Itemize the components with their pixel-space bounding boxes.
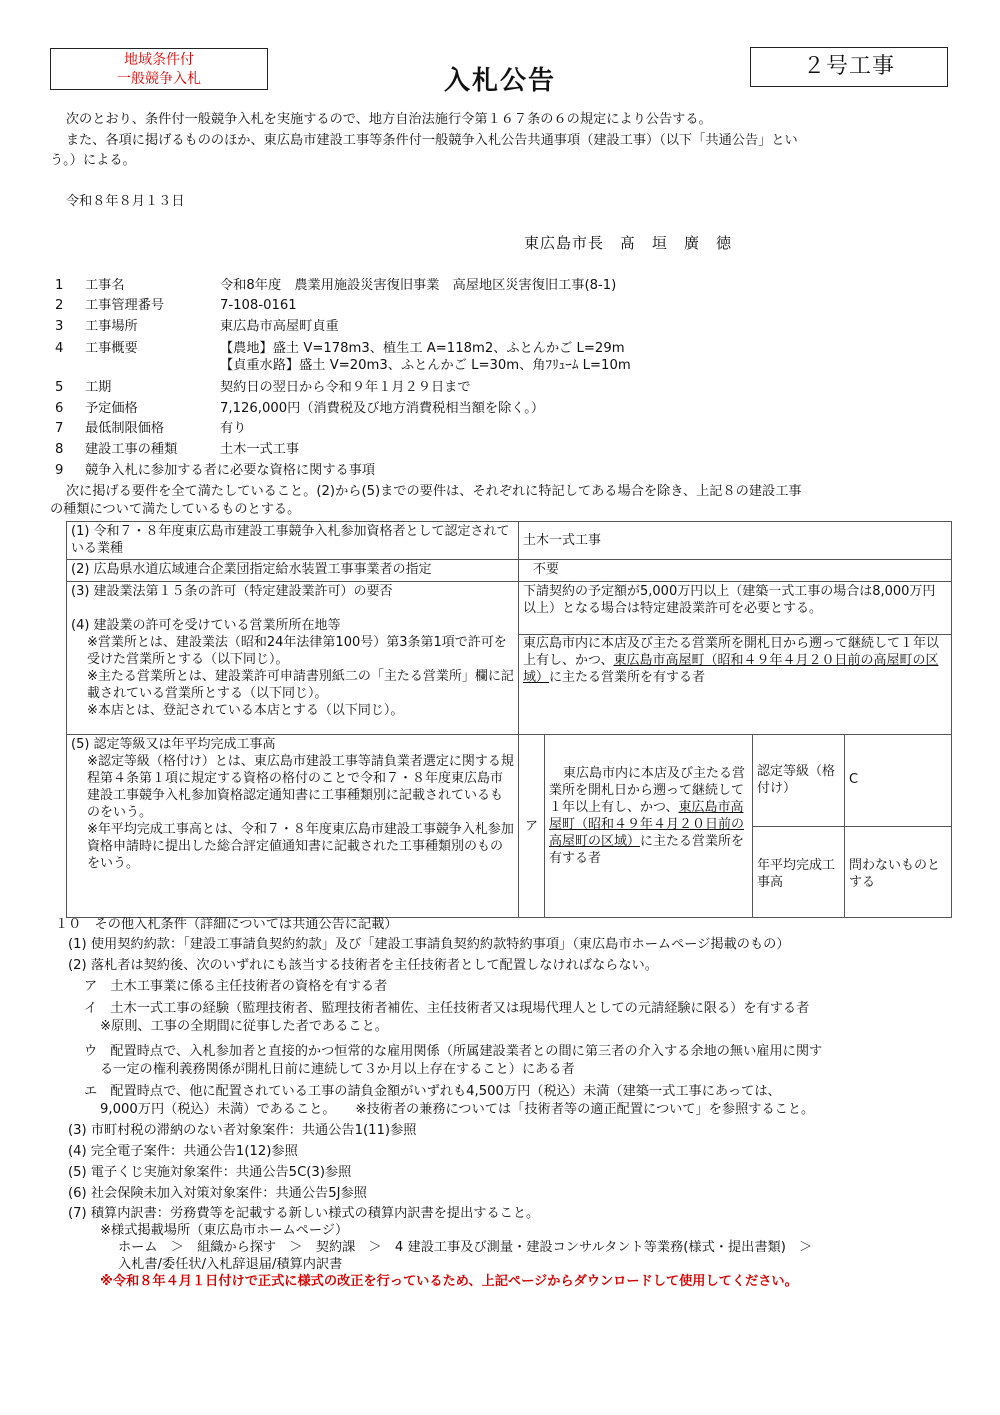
req5-grade-value: C (845, 735, 952, 827)
page-title: 入札公告 (443, 66, 556, 96)
sec10-p6: (6) 社会保険未加入対策対象案件：共通公告5J参照 (68, 1186, 367, 1201)
sec10-e1: エ 配置時点で、他に配置されている工事の請負金額がいずれも4,500万円（税込）未満（建築一式工事にあっては、 (84, 1084, 781, 1099)
item-7: 7 最低制限価格 有り (55, 421, 247, 436)
work-number-box: ２号工事 (750, 47, 948, 87)
sec10-p2: (2) 落札者は契約後、次のいずれにも該当する技術者を主任技術者として配置しなければならない。 (68, 958, 658, 973)
req-row-5a (67, 735, 952, 827)
badge-line2: 一般競争入札 (117, 71, 201, 87)
item-4: 4 工事概要 【農地】盛土 V=178m3、植生工 A=118m2、ふとんかご L=29m (55, 341, 625, 356)
sec9-intro2: の種類について満たしているものとする。 (50, 502, 301, 517)
sec10-i1: イ 土木一式工事の経験（監理技術者、監理技術者補佐、主任技術者又は現場代理人としての元請経験に限る）を有する者 (84, 1001, 810, 1016)
item-9: 9 競争入札に参加する者に必要な資格に関する事項 (55, 463, 376, 478)
req-row-3-4 (67, 582, 952, 735)
sec10-p7: (7) 積算内訳書：労務費等を記載する新しい様式の積算内訳書を提出すること。 (68, 1206, 540, 1221)
requirements-table (66, 521, 952, 918)
sec10-p5: (5) 電子くじ実施対象案件：共通公告5C(3)参照 (68, 1165, 352, 1180)
req1-label: (1) 令和７・８年度東広島市建設工事競争入札参加資格者として認定されている業種 (67, 522, 519, 560)
badge-line1: 地域条件付 (124, 52, 194, 68)
notice-date: 令和８年８月１３日 (65, 194, 185, 209)
req-row-1 (67, 522, 952, 560)
sec10-u2: る一定の権利義務関係が開札日前に連続して３か月以上存在すること）にある者 (100, 1062, 575, 1077)
item-1: 1 工事名 令和8年度 農業用施設災害復旧事業 高屋地区災害復旧工事(8-1) (55, 278, 617, 293)
intro-line3: う。）による。 (50, 153, 136, 168)
sec10-heading: １０ その他入札条件（詳細については共通公告に記載） (55, 917, 398, 932)
req5-grade-label: 認定等級（格付け） (753, 735, 845, 827)
item-4-line2: 【貞重水路】盛土 V=20m3、ふとんかご L=30m、角ﾌﾘｭｰﾑ L=10m (220, 358, 631, 373)
sec10-p4: (4) 完全電子案件：共通公告1(12)参照 (68, 1144, 298, 1159)
item-6: 6 予定価格 7,126,000円（消費税及び地方消費税相当額を除く。） (55, 401, 545, 416)
sec10-p7-notice: ※令和８年４月１日付けで正式に様式の改正を行っているため、上記ページからダウンロードして使用してください。 (100, 1274, 798, 1289)
sec10-a: ア 土木工事業に係る主任技術者の資格を有する者 (84, 979, 388, 994)
req5-region: 東広島市内に本店及び主たる営業所を開札日から遡って継続して１年以上有し、かつ、東広島市高屋町（昭和４９年４月２０日前の高屋町の区域）に主たる営業所を有する者 (545, 735, 753, 918)
item-2: 2 工事管理番号 7-108-0161 (55, 298, 297, 313)
sec10-p3: (3) 市町村税の滞納のない者対象案件：共通公告1(11)参照 (68, 1123, 417, 1138)
sec10-p7-docs: 入札書/委任状/入札辞退届/積算内訳書 (118, 1257, 343, 1272)
req3-4-value: 下請契約の予定額が5,000万円以上（建築一式工事の場合は8,000万円以上）となる場合は特定建設業許可を必要とする。 東広島市内に本店及び主たる営業所を開札日から遡って継続して１年以上有し、かつ、東広島市高屋町（昭和４９年４月２０日前の高屋町の区域）に主たる営業所を有する者 (519, 582, 952, 735)
req1-value: 土木一式工事 (519, 522, 952, 560)
sec10-p7-location: ※様式掲載場所（東広島市ホームページ） (100, 1223, 349, 1238)
sec10-e2: 9,000万円（税込）未満）であること。 ※技術者の兼務については「技術者等の適正配置について」を参照すること。 (100, 1102, 815, 1117)
item-8: 8 建設工事の種類 土木一式工事 (55, 442, 300, 457)
req2-label: (2) 広島県水道広域連合企業団指定給水装置工事事業者の指定 (67, 560, 519, 582)
sec10-p1: (1) 使用契約約款：「建設工事請負契約約款」及び「建設工事請負契約約款特約事項」（東広島市ホームページ掲載のもの） (68, 937, 790, 952)
req5-avg-value: 問わないものとする (845, 826, 952, 918)
req5-label: (5) 認定等級又は年平均完成工事高 ※認定等級（格付け）とは、東広島市建設工事等請負業者選定に関する規程第４条第１項に規定する資格の格付のことで令和７・８年度東広島市建設工事競争入札参加資格認定通知書に工事種類別に記載されているものをいう。 ※年平均完成工事高とは、令和７・８年度東広島市建設工事競争入札参加資格申請時に提出した総合評定値通知書に記載された工事種類別のものをいう。 (67, 735, 519, 918)
sec9-intro1: 次に掲げる要件を全て満たしていること。(2)から(5)までの要件は、それぞれに特記してある場合を除き、上記８の建設工事 (65, 484, 802, 499)
req-row-2 (67, 560, 952, 582)
req2-value: 不要 (519, 560, 952, 582)
intro-line1: 次のとおり、条件付一般競争入札を実施するので、地方自治法施行令第１６７条の６の規定により公告する。 (65, 112, 712, 127)
item-3: 3 工事場所 東広島市高屋町貞重 (55, 319, 339, 334)
sec10-i2: ※原則、工事の全期間に従事した者であること。 (100, 1019, 388, 1034)
req3-4-label: (3) 建設業法第１５条の許可（特定建設業許可）の要否 (4) 建設業の許可を受けている営業所所在地等 ※営業所とは、建設業法（昭和24年法律第100号）第3条第1項で許可を受けた営業所とする（以下同じ）。 ※主たる営業所とは、建設業許可申請書別紙二の「主たる営業所」欄に記載されている営業所とする（以下同じ）。 ※本店とは、登記されている本店とする（以下同じ）。 (67, 582, 519, 735)
sec10-p7-path: ホーム ＞ 組織から探す ＞ 契約課 ＞ 4 建設工事及び測量・建設コンサルタント等業務(様式・提出書類) ＞ (118, 1240, 813, 1255)
sec10-u1: ウ 配置時点で、入札参加者と直接的かつ恒常的な雇用関係（所属建設業者との間に第三者の介入する余地の無い雇用に関す (84, 1044, 823, 1059)
signer: 東広島市長 髙 垣 廣 徳 (524, 234, 733, 252)
req5-avg-label: 年平均完成工事高 (753, 826, 845, 918)
req5-mark: ア (519, 735, 545, 918)
item-5: 5 工期 契約日の翌日から令和９年１月２９日まで (55, 380, 471, 395)
intro-line2: また、各項に掲げるもののほか、東広島市建設工事等条件付一般競争入札公告共通事項（建設工事）（以下「共通公告」とい (65, 133, 798, 148)
